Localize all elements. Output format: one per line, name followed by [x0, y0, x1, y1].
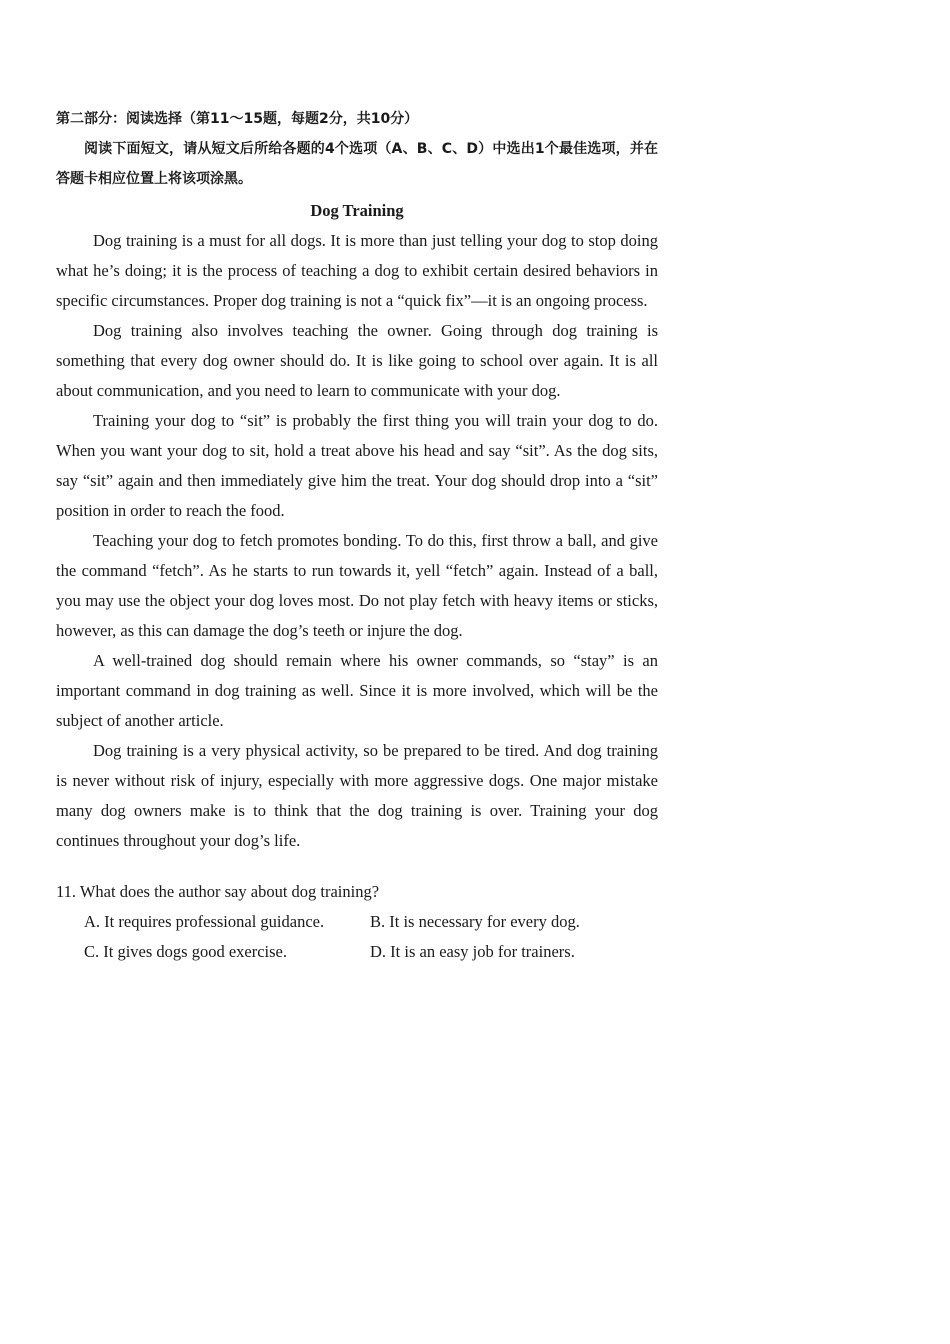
passage-title: Dog Training	[310, 201, 404, 220]
option-a: A. It requires professional guidance.	[84, 912, 325, 931]
passage-paragraph: Dog training is a must for all dogs. It is more than just telling your dog to stop doing what he’s doing; it is the process of teaching a dog to exhibit certain desired behaviors in specific circumstances. Proper dog training is not a “quick fix”—it is an ongoing process.	[56, 231, 658, 310]
passage-body	[56, 226, 658, 856]
question-item	[56, 877, 658, 967]
passage-paragraph: Dog training is a very physical activity, so be prepared to be tired. And dog training is never without risk of injury, especially with more aggressive dogs. One major mistake many dog owners make is to think that the dog training is over. Training your dog continues throughout your dog’s life.	[56, 741, 658, 850]
passage-paragraph: Teaching your dog to fetch promotes bonding. To do this, first throw a ball, and give the command “fetch”. As he starts to run towards it, yell “fetch” again. Instead of a ball, you may use the object your dog loves most. Do not play fetch with heavy items or sticks, however, as this can damage the dog’s teeth or injure the dog.	[56, 531, 658, 640]
option-d: D. It is an easy job for trainers.	[370, 942, 575, 961]
question-list	[56, 877, 658, 967]
passage-paragraph: Training your dog to “sit” is probably the first thing you will train your dog to do. When you want your dog to sit, hold a treat above his head and say “sit”. As the dog sits, say “sit” again and then immediately give him the treat. Your dog should drop into a “sit” position in order to reach the food.	[56, 411, 658, 520]
question-options	[56, 907, 658, 967]
passage-paragraph: A well-trained dog should remain where his owner commands, so “stay” is an important command in dog training as well. Since it is more involved, which will be the subject of another article.	[56, 651, 658, 730]
section-header: 第二部分：阅读选择（第11～15题，每题2分，共10分）	[56, 111, 419, 127]
option-b: B. It is necessary for every dog.	[370, 912, 580, 931]
question-stem: 11. What does the author say about dog training?	[56, 882, 380, 901]
exam-page	[56, 104, 658, 967]
section-instructions: 阅读下面短文，请从短文后所给各题的4个选项（A、B、C、D）中选出1个最佳选项，并在答题卡相应位置上将该项涂黑。	[56, 141, 658, 187]
passage-paragraph: Dog training also involves teaching the owner. Going through dog training is something that every dog owner should do. It is like going to school over again. It is all about communication, and you need to learn to communicate with your dog.	[56, 321, 658, 400]
option-c: C. It gives dogs good exercise.	[84, 942, 288, 961]
